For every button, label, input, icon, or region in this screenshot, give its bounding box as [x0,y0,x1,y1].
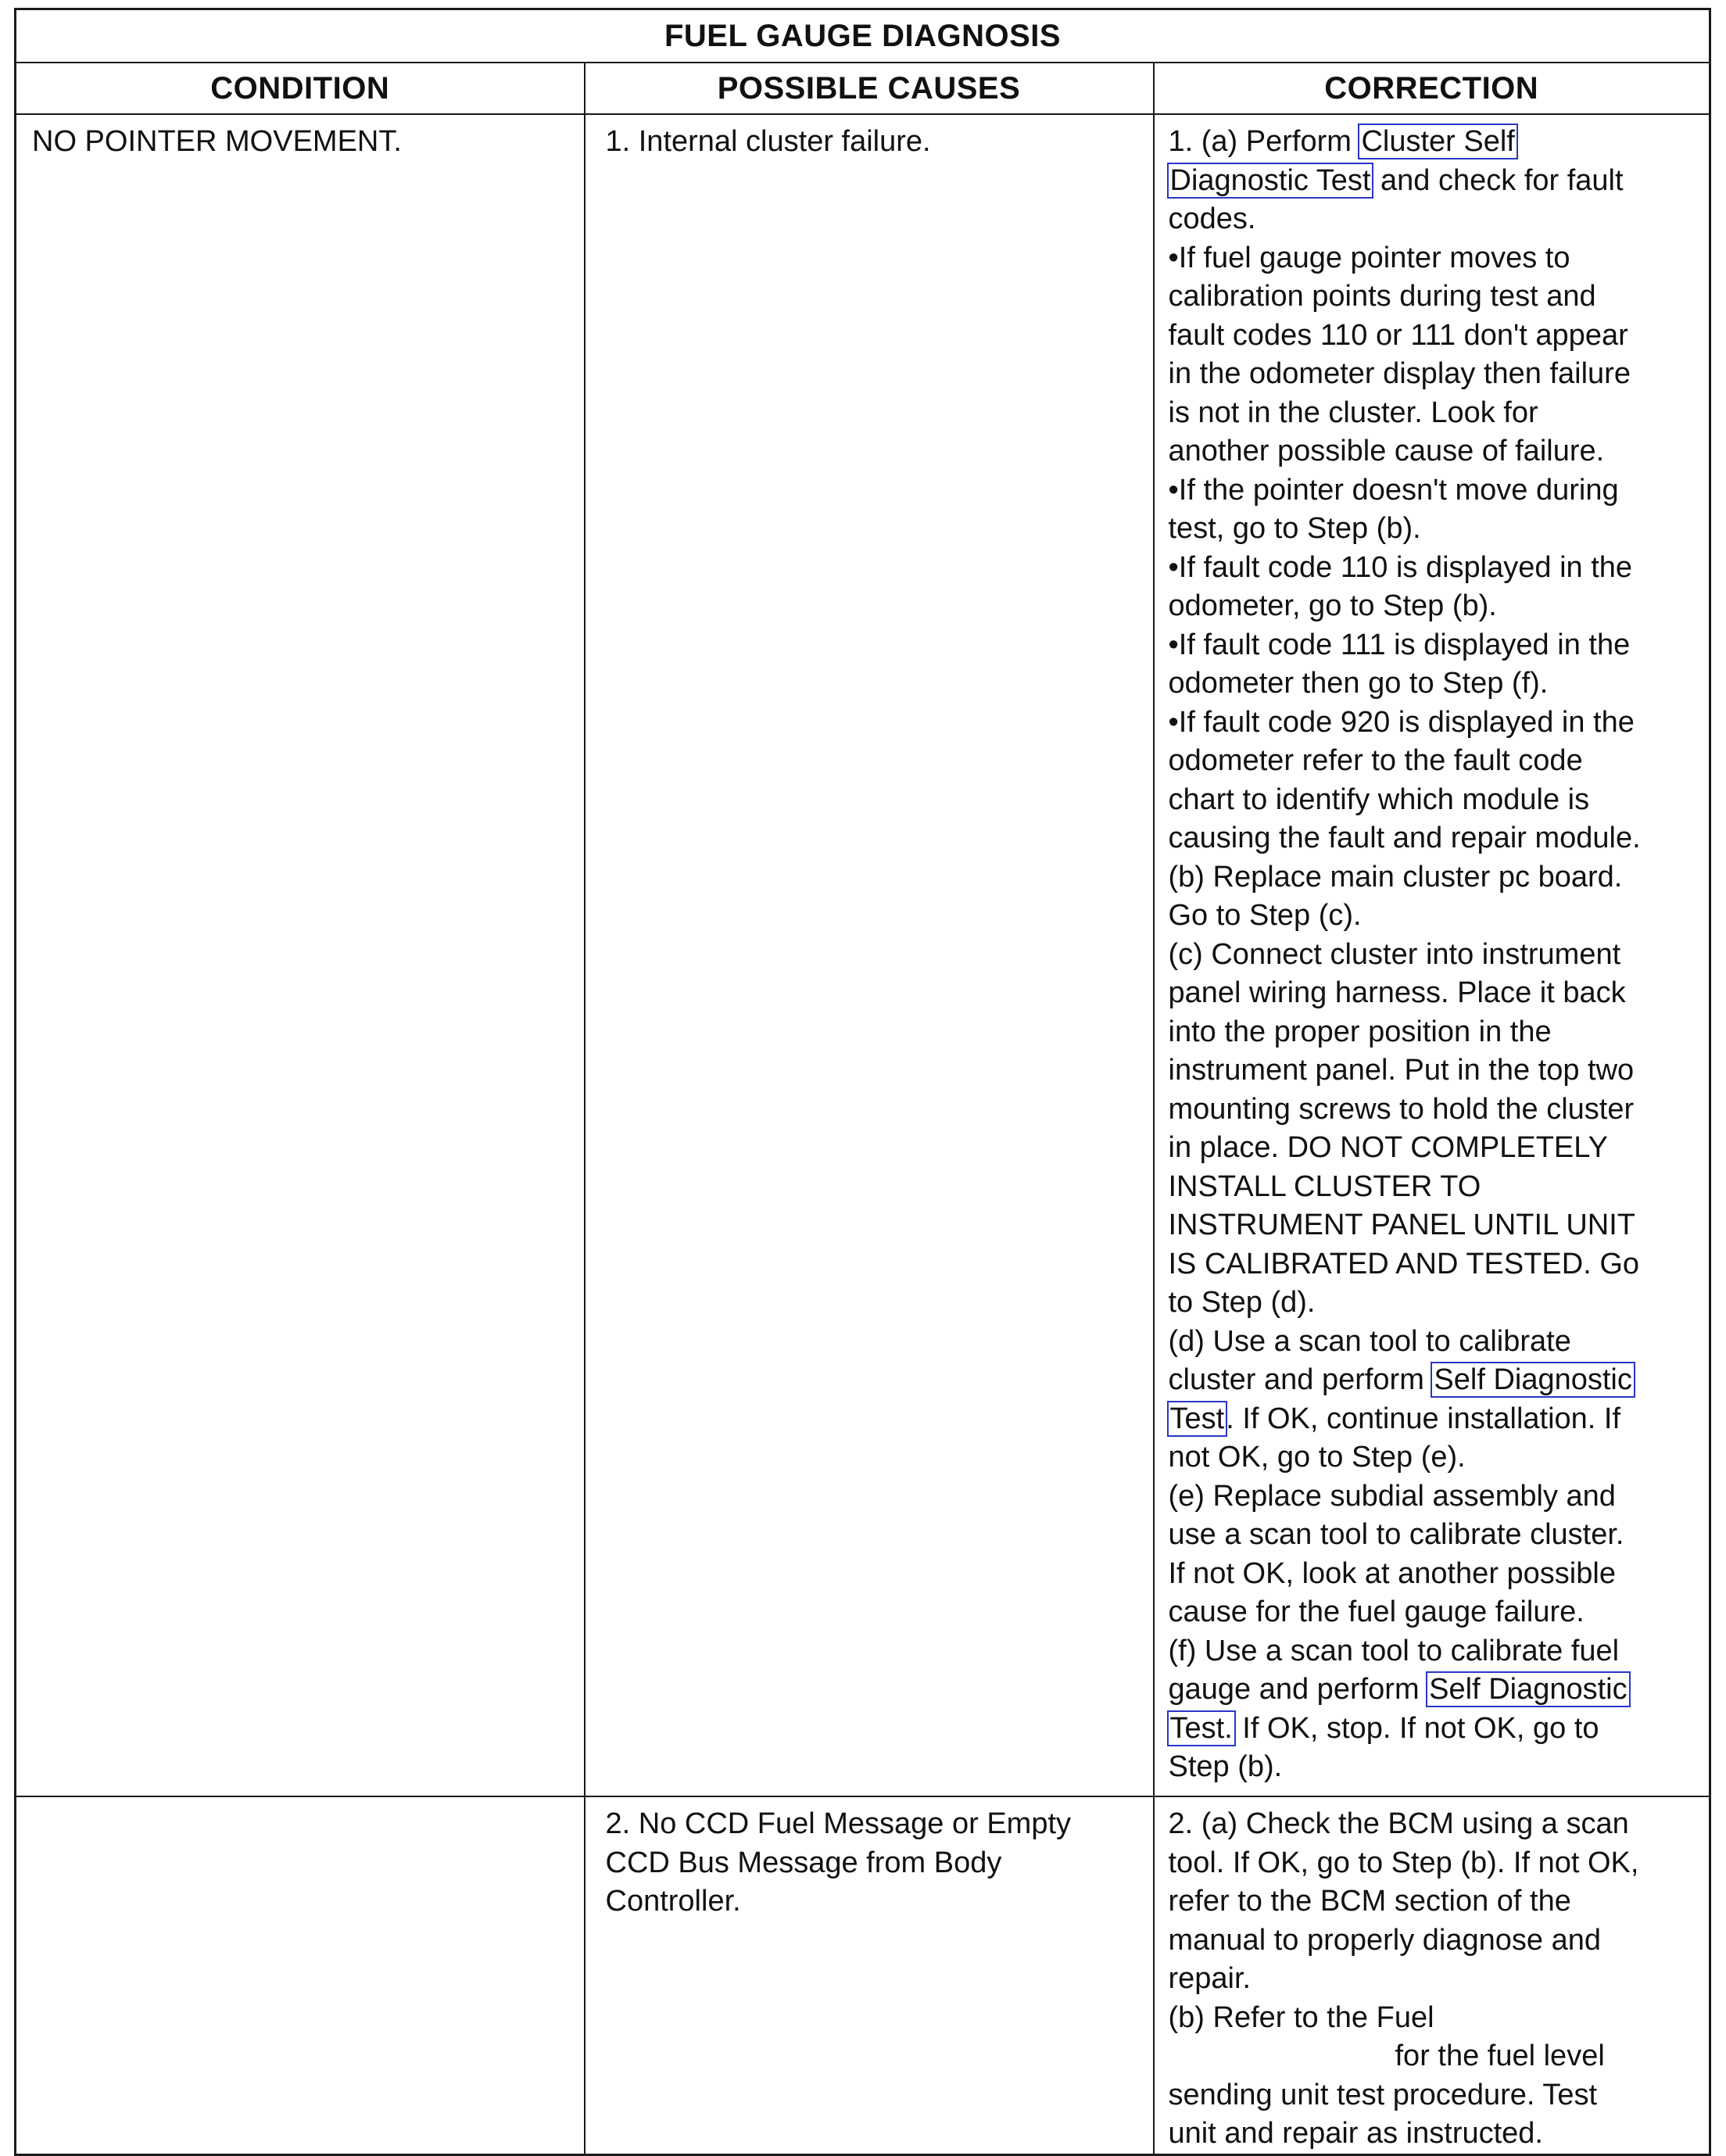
correction-line: (c) Connect cluster into instrument [1168,937,1621,971]
self-diagnostic-test-link[interactable]: Self Diagnostic [1426,1671,1630,1707]
correction-line [1169,1400,1703,1439]
cluster-self-diagnostic-test-link[interactable]: Cluster Self [1358,124,1517,159]
condition-cell [16,114,585,1796]
correction-line: calibration points during test and [1168,280,1596,313]
correction-line [1169,1671,1703,1710]
correction-line: chart to identify which module is [1168,783,1590,816]
correction-text: gauge and perform [1168,1673,1428,1706]
correction-line: IS CALIBRATED AND TESTED. Go [1168,1247,1640,1280]
cause-line: 2. No CCD Fuel Message or Empty [605,1807,1072,1840]
correction-line: (b) Replace main cluster pc board. [1168,860,1623,894]
table-row [16,114,1710,1796]
table-title: FUEL GAUGE DIAGNOSIS [16,9,1710,63]
cause-text: 1. Internal cluster failure. [605,125,931,158]
correction-line: INSTRUMENT PANEL UNTIL UNIT [1168,1209,1635,1241]
self-diagnostic-test-link[interactable]: Self Diagnostic [1431,1362,1635,1398]
correction-line: to Step (d). [1168,1286,1316,1319]
correction-text: and check for fault [1372,163,1624,197]
correction-line: Step (b). [1168,1750,1283,1783]
correction-line: sending unit test procedure. Test [1168,2078,1598,2111]
correction-line: another possible cause of failure. [1168,435,1605,467]
table-row [16,1796,1710,2154]
correction-line [1169,1361,1703,1400]
correction-line [1169,123,1703,162]
correction-line: into the proper position in the [1168,1015,1552,1048]
correction-line: INSTALL CLUSTER TO [1168,1169,1481,1203]
header-correction: CORRECTION [1154,63,1710,114]
correction-line [1169,162,1703,201]
correction-line: is not in the cluster. Look for [1168,396,1538,429]
correction-line: odometer, go to Step (b). [1168,589,1497,622]
correction-text: If OK, stop. If not OK, go to [1234,1711,1599,1745]
correction-line: •If fault code 111 is displayed in the [1168,628,1631,661]
correction-line: test, go to Step (b). [1168,512,1421,545]
condition-cell [16,1796,585,2154]
cause-cell [585,114,1154,1796]
correction-text: . If OK, continue installation. If [1226,1402,1621,1435]
cause-cell [585,1796,1154,2154]
correction-line: codes. [1168,202,1256,235]
correction-line: causing the fault and repair module. [1168,822,1641,854]
correction-line: instrument panel. Put in the top two [1168,1054,1635,1087]
correction-line: Go to Step (c). [1168,899,1362,932]
correction-line: panel wiring harness. Place it back [1168,976,1626,1009]
correction-text: cluster and perform [1168,1363,1433,1396]
correction-line [1169,1710,1703,1749]
header-condition: CONDITION [16,63,585,114]
correction-text: 1. (a) Perform [1168,125,1360,158]
condition-text: NO POINTER MOVEMENT. [32,125,402,158]
correction-line: •If fuel gauge pointer moves to [1168,241,1570,274]
correction-cell [1154,1796,1710,2154]
correction-line: use a scan tool to calibrate cluster. [1168,1518,1624,1551]
correction-line: •If fault code 110 is displayed in the [1168,550,1633,584]
self-diagnostic-test-link[interactable]: Test. [1167,1710,1236,1746]
cluster-self-diagnostic-test-link[interactable]: Diagnostic Test [1167,163,1374,199]
correction-line: odometer refer to the fault code [1168,744,1583,777]
cause-line: Controller. [605,1885,741,1918]
correction-line: cause for the fuel gauge failure. [1168,1596,1585,1628]
correction-line: mounting screws to hold the cluster [1168,1092,1635,1126]
correction-cell [1154,114,1710,1796]
correction-line: refer to the BCM section of the [1168,1885,1571,1918]
correction-line: fault codes 110 or 111 don't appear [1168,318,1628,352]
correction-line: (e) Replace subdial assembly and [1168,1479,1616,1513]
header-possible-causes: POSSIBLE CAUSES [585,63,1154,114]
correction-line: in the odometer display then failure [1168,357,1631,390]
correction-line: not OK, go to Step (e). [1168,1441,1466,1474]
cause-line: CCD Bus Message from Body [605,1846,1002,1879]
correction-line: 2. (a) Check the BCM using a scan [1168,1807,1629,1840]
correction-line: If not OK, look at another possible [1168,1556,1616,1590]
correction-line: (f) Use a scan tool to calibrate fuel [1168,1634,1620,1667]
correction-line: in place. DO NOT COMPLETELY [1168,1131,1608,1164]
correction-line: (d) Use a scan tool to calibrate [1168,1324,1571,1358]
correction-line: manual to properly diagnose and [1168,1923,1601,1957]
correction-line: •If fault code 920 is displayed in the [1168,705,1635,739]
fuel-gauge-diagnosis-table [14,8,1711,2156]
self-diagnostic-test-link[interactable]: Test [1167,1401,1228,1437]
correction-line: tool. If OK, go to Step (b). If not OK, [1168,1846,1639,1879]
correction-line: (b) Refer to the Fuel [1168,2000,1434,2034]
correction-line: unit and repair as instructed. [1168,2117,1543,2150]
correction-line: •If the pointer doesn't move during [1168,473,1619,507]
correction-line: for the fuel level [1395,2040,1605,2072]
correction-line: repair. [1168,1962,1252,1995]
correction-line: odometer then go to Step (f). [1168,667,1549,700]
